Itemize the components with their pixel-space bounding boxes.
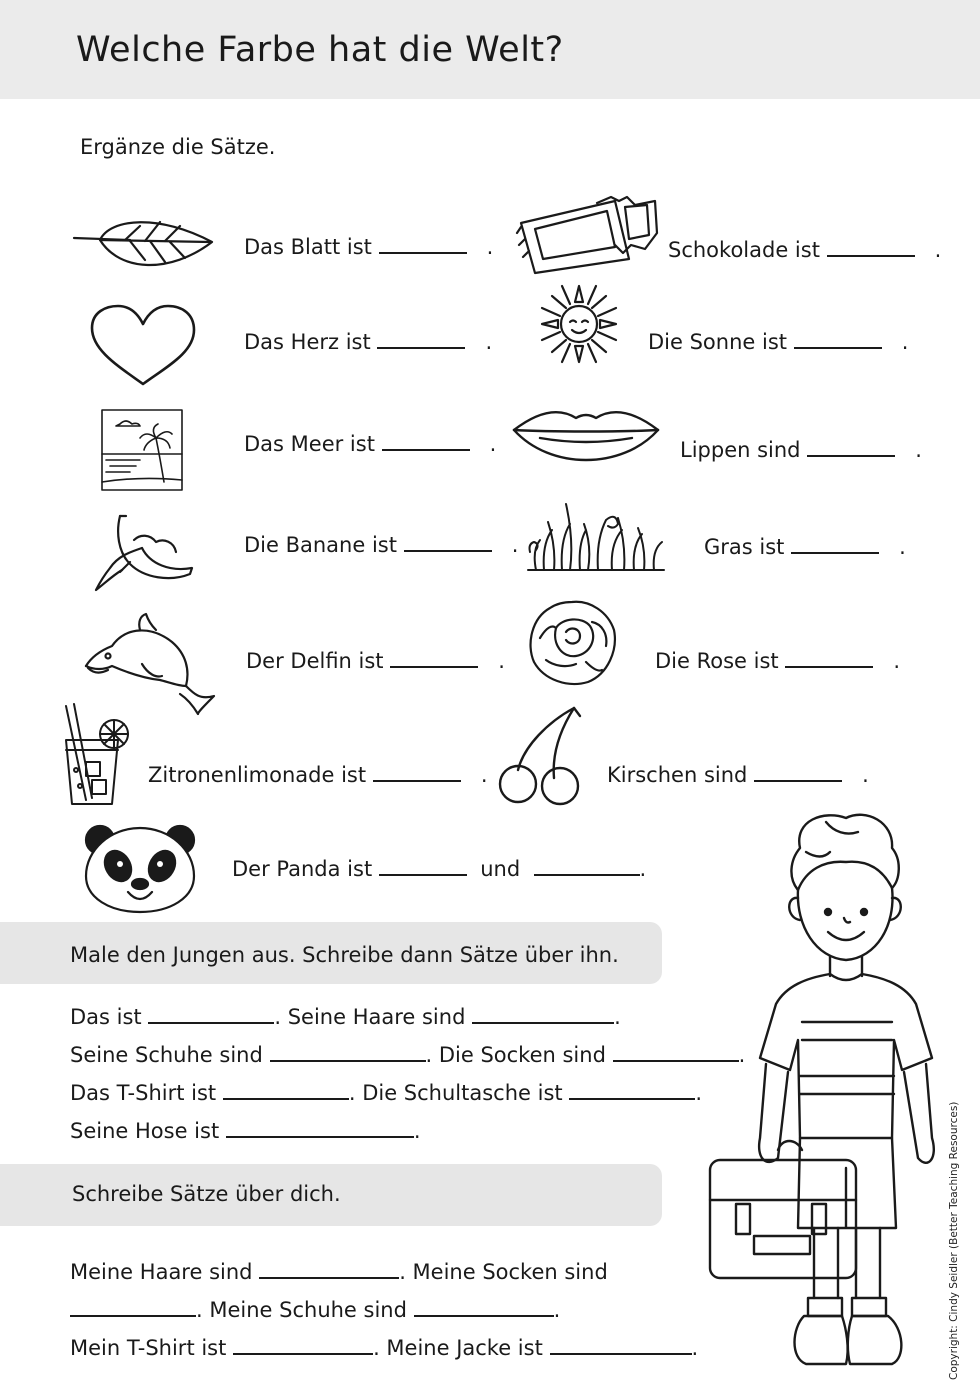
answer-blank[interactable] bbox=[414, 1315, 554, 1317]
lips-icon bbox=[510, 404, 662, 468]
answer-blank[interactable] bbox=[534, 874, 640, 876]
answer-blank[interactable] bbox=[148, 1022, 274, 1024]
answer-blank[interactable] bbox=[382, 449, 470, 451]
answer-blank[interactable] bbox=[233, 1353, 373, 1355]
sentence-sun: Die Sonne ist . bbox=[648, 330, 909, 354]
answer-blank[interactable] bbox=[226, 1136, 414, 1138]
chocolate-bar-icon bbox=[515, 193, 661, 275]
answer-blank[interactable] bbox=[270, 1060, 426, 1062]
boy-sentence-line-3: Das T-Shirt ist . Die Schultasche ist . bbox=[70, 1081, 703, 1105]
sun-icon bbox=[540, 282, 618, 366]
sentence-lips: Lippen sind . bbox=[680, 438, 922, 462]
answer-blank[interactable] bbox=[373, 780, 461, 782]
answer-blank[interactable] bbox=[754, 780, 842, 782]
sentence-lemonade: Zitronenlimonade ist . bbox=[148, 763, 488, 787]
lemonade-glass-icon bbox=[52, 700, 132, 810]
boy-sentence-line-2: Seine Schuhe sind . Die Socken sind . bbox=[70, 1043, 746, 1067]
answer-blank[interactable] bbox=[259, 1277, 399, 1279]
self-sentence-line-1: Meine Haare sind . Meine Socken sind bbox=[70, 1260, 608, 1284]
answer-blank[interactable] bbox=[379, 252, 467, 254]
answer-blank[interactable] bbox=[794, 347, 882, 349]
panda-icon bbox=[82, 820, 198, 914]
sentence-chocolate: Schokolade ist . bbox=[668, 238, 942, 262]
leaf-icon bbox=[70, 212, 216, 274]
grass-icon bbox=[526, 500, 666, 572]
answer-blank[interactable] bbox=[404, 550, 492, 552]
answer-blank[interactable] bbox=[70, 1315, 196, 1317]
sentence-sea: Das Meer ist . bbox=[244, 432, 497, 456]
answer-blank[interactable] bbox=[807, 455, 895, 457]
page-title: Welche Farbe hat die Welt? bbox=[76, 30, 564, 70]
self-sentence-line-2: . Meine Schuhe sind . bbox=[70, 1300, 560, 1321]
banana-icon bbox=[90, 512, 196, 592]
heart-icon bbox=[88, 304, 198, 388]
sentence-grass: Gras ist . bbox=[704, 535, 906, 559]
rose-icon bbox=[526, 598, 618, 688]
sentence-rose: Die Rose ist . bbox=[655, 649, 901, 673]
copyright-note: Copyright: Cindy Seidler (Better Teaching Resources) bbox=[948, 1101, 960, 1380]
boy-sentence-line-1: Das ist . Seine Haare sind . bbox=[70, 1005, 621, 1029]
answer-blank[interactable] bbox=[827, 255, 915, 257]
sentence-heart: Das Herz ist . bbox=[244, 330, 493, 354]
sentence-panda: Der Panda ist und . bbox=[232, 857, 647, 881]
self-sentence-line-3: Mein T-Shirt ist . Meine Jacke ist . bbox=[70, 1336, 699, 1360]
sentence-dolphin: Der Delfin ist . bbox=[246, 649, 505, 673]
answer-blank[interactable] bbox=[791, 552, 879, 554]
answer-blank[interactable] bbox=[472, 1022, 614, 1024]
sentence-cherries: Kirschen sind . bbox=[607, 763, 869, 787]
instruction-write-about-yourself: Schreibe Sätze über dich. bbox=[72, 1182, 341, 1206]
instruction-complete-sentences: Ergänze die Sätze. bbox=[80, 135, 276, 159]
boy-illustration bbox=[706, 808, 950, 1388]
answer-blank[interactable] bbox=[785, 666, 873, 668]
sea-beach-icon bbox=[100, 408, 184, 492]
answer-blank[interactable] bbox=[377, 347, 465, 349]
answer-blank[interactable] bbox=[569, 1098, 695, 1100]
answer-blank[interactable] bbox=[379, 874, 467, 876]
answer-blank[interactable] bbox=[390, 666, 478, 668]
cherries-icon bbox=[498, 706, 584, 806]
sentence-banana: Die Banane ist . bbox=[244, 533, 519, 557]
instruction-color-boy: Male den Jungen aus. Schreibe dann Sätze über ihn. bbox=[70, 943, 619, 967]
answer-blank[interactable] bbox=[223, 1098, 349, 1100]
sentence-leaf: Das Blatt ist . bbox=[244, 235, 494, 259]
boy-sentence-line-4: Seine Hose ist . bbox=[70, 1119, 421, 1143]
answer-blank[interactable] bbox=[550, 1353, 692, 1355]
